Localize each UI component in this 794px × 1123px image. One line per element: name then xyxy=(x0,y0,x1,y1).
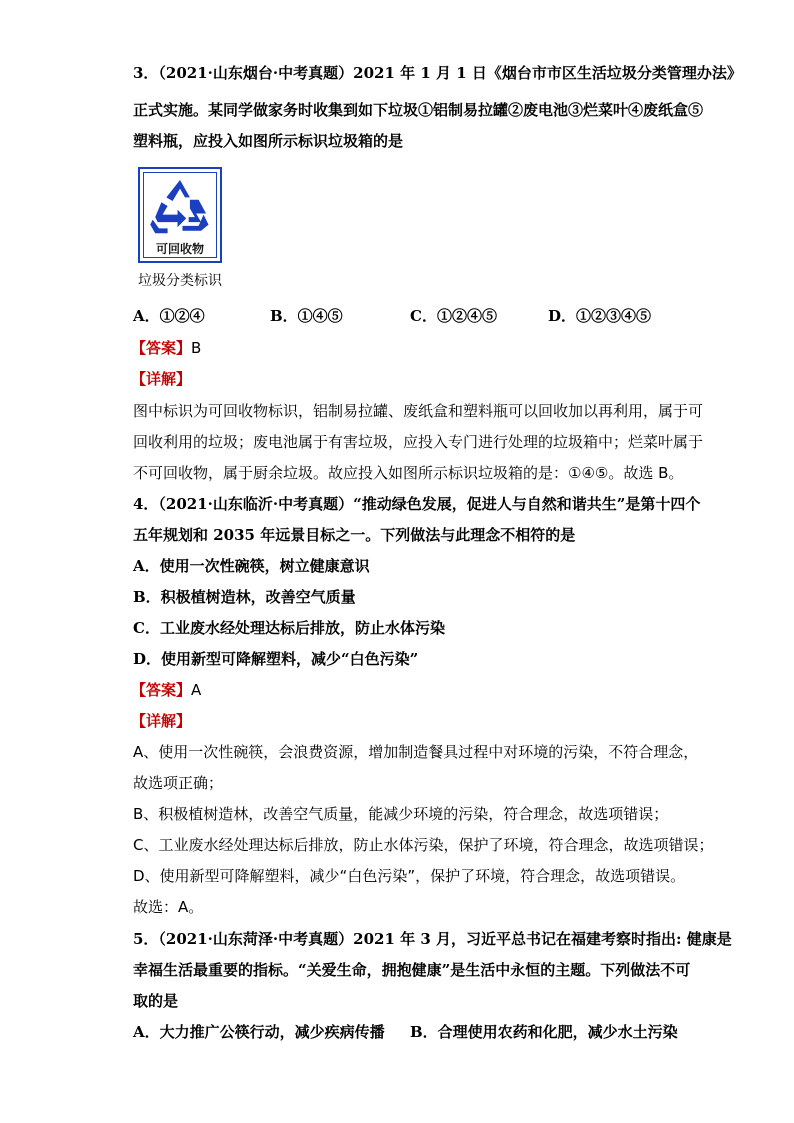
q4-detail-heading xyxy=(131,711,191,731)
q4-stem-line-1: 4．（2021·山东临沂·中考真题）“推动绿色发展，促进人与自然和谐共生”是第十四个 xyxy=(133,495,701,513)
q4-detail-line-3: B、积极植树造林，改善空气质量，能减少环境的污染，符合理念，故选项错误； xyxy=(133,805,669,823)
q5-option-a: A．大力推广公筷行动，减少疾病传播 xyxy=(133,1023,385,1041)
q3-option-a: A．①②④ xyxy=(133,307,205,325)
q4-detail-line-5: D、使用新型可降解塑料，减少“白色污染”，保护了环境，符合理念，故选项错误。 xyxy=(133,867,686,885)
detail-tag: 【详解】 xyxy=(131,370,192,388)
q3-detail-line-1: 图中标识为可回收物标识，铝制易拉罐、废纸盒和塑料瓶可以回收加以再利用，属于可 xyxy=(133,402,704,420)
q4-detail-line-1: A、使用一次性碗筷，会浪费资源，增加制造餐具过程中对环境的污染，不符合理念， xyxy=(133,743,699,761)
sign-caption: 垃圾分类标识 xyxy=(138,273,222,289)
q3-detail-heading xyxy=(131,369,191,389)
q4-detail-line-6: 故选：A。 xyxy=(133,898,204,916)
q3-stem-line-2: 正式实施。某同学做家务时收集到如下垃圾①铝制易拉罐②废电池③烂菜叶④废纸盒⑤ xyxy=(133,101,704,119)
q5-option-b: B．合理使用农药和化肥，减少水土污染 xyxy=(410,1023,678,1041)
q4-detail-line-2: 故选项正确； xyxy=(133,774,224,792)
q3-stem-line-1: 3．（2021·山东烟台·中考真题）2021 年 1 月 1 日《烟台市市区生活垃圾分类管理办法》 xyxy=(133,64,742,82)
answer-tag: 【答案】 xyxy=(131,681,192,699)
q3-answer xyxy=(131,338,201,358)
q4-option-c: C．工业废水经处理达标后排放，防止水体污染 xyxy=(133,619,445,637)
q3-option-b: B．①④⑤ xyxy=(270,307,343,325)
q4-option-a: A．使用一次性碗筷，树立健康意识 xyxy=(133,557,370,575)
q4-answer xyxy=(131,680,201,700)
q5-stem-line-2: 幸福生活最重要的指标。“关爱生命，拥抱健康”是生活中永恒的主题。下列做法不可 xyxy=(133,961,691,979)
recycle-icon xyxy=(149,175,211,237)
q4-stem-line-2: 五年规划和 2035 年远景目标之一。下列做法与此理念不相符的是 xyxy=(133,526,576,544)
q4-detail-line-4: C、工业废水经处理达标后排放，防止水体污染，保护了环境，符合理念，故选项错误； xyxy=(133,836,714,854)
q3-detail-line-2: 回收利用的垃圾；废电池属于有害垃圾，应投入专门进行处理的垃圾箱中；烂菜叶属于 xyxy=(133,433,704,451)
q3-detail-line-3: 不可回收物，属于厨余垃圾。故应投入如图所示标识垃圾箱的是：①④⑤。故选 B。 xyxy=(133,464,684,482)
q3-option-d: D．①②③④⑤ xyxy=(548,307,652,325)
q4-option-b: B．积极植树造林，改善空气质量 xyxy=(133,588,356,606)
detail-tag: 【详解】 xyxy=(131,712,192,730)
q5-stem-line-3: 取的是 xyxy=(133,992,179,1010)
answer-value: A xyxy=(191,681,202,699)
recycle-sign-label: 可回收物 xyxy=(155,242,204,256)
answer-tag: 【答案】 xyxy=(131,339,192,357)
answer-value: B xyxy=(191,339,202,357)
q5-stem-line-1: 5．（2021·山东菏泽·中考真题）2021 年 3 月，习近平总书记在福建考察时指出: 健康是 xyxy=(133,930,732,948)
q4-option-d: D．使用新型可降解塑料，减少“白色污染” xyxy=(133,650,419,668)
recycle-sign xyxy=(138,167,222,263)
q3-stem-line-3: 塑料瓶，应投入如图所示标识垃圾箱的是 xyxy=(133,132,404,150)
q3-option-c: C．①②④⑤ xyxy=(410,307,497,325)
